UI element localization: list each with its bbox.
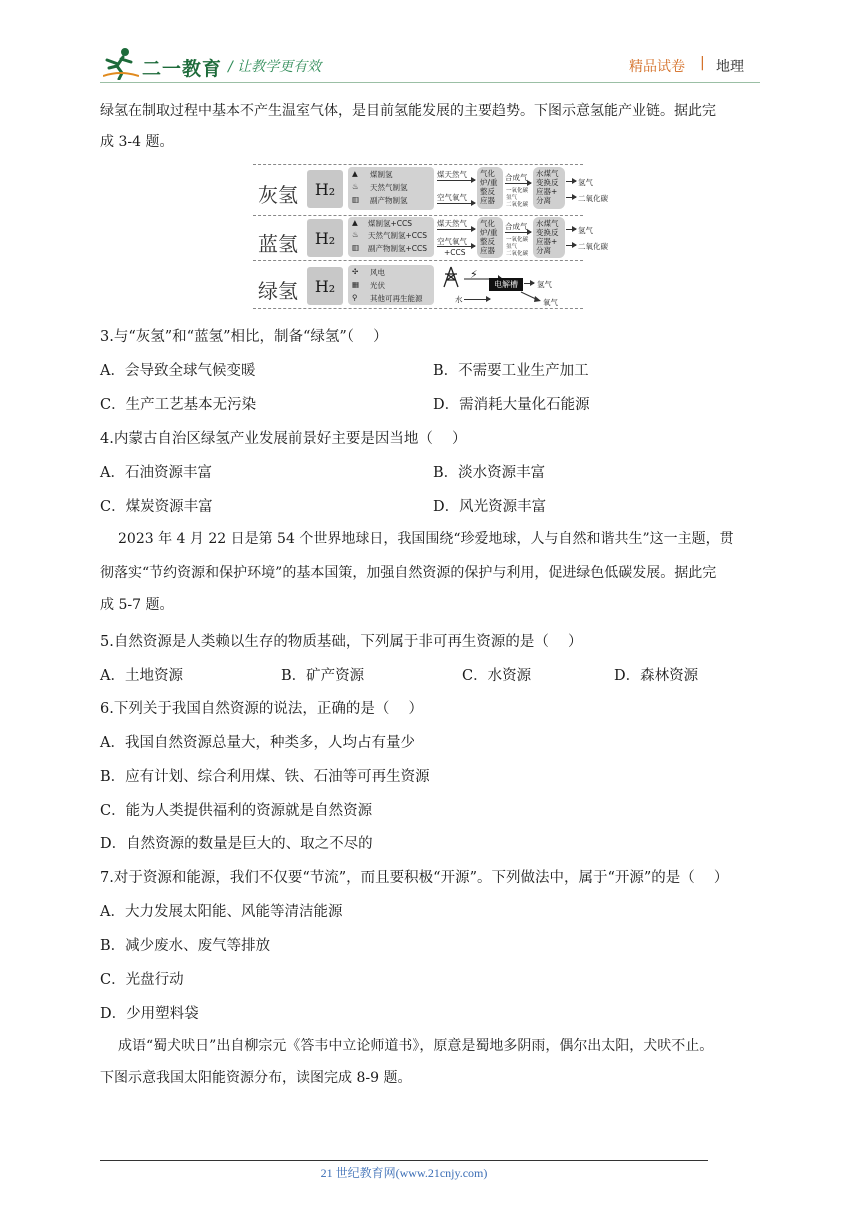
factory-icon: ▲ [352, 169, 358, 178]
arrow-icon [437, 203, 475, 204]
reactor-box: 气化 炉/重 整反 应器 [477, 217, 503, 258]
arrow-icon [464, 299, 490, 300]
option-a: A．土地资源 [100, 668, 183, 684]
source-label: 煤制氢 [370, 170, 393, 179]
h2-box: H₂ [307, 219, 343, 257]
shift-reactor-box: 水煤气 变换反 应器+ 分离 [533, 217, 565, 258]
blue-hydrogen-label: 蓝氢 [258, 232, 298, 256]
intro-paragraph-line: 成 5-7 题。 [100, 597, 174, 613]
h2-box: H₂ [307, 170, 343, 208]
intro-paragraph-line: 成 3-4 题。 [100, 134, 174, 150]
arrow-icon [520, 291, 542, 303]
source-label: 煤制氢+CCS [368, 219, 413, 228]
output-label: 氢气 [537, 280, 552, 289]
input-label: 空气氧气 [437, 237, 467, 246]
source-label: 副产物制氢+CCS [368, 244, 428, 253]
option-b: B．矿产资源 [281, 668, 365, 684]
flame-icon: ♨ [352, 182, 359, 191]
arrow-icon [524, 283, 534, 284]
electrolyzer-box: 电解槽 [489, 278, 523, 291]
mid-label: 合成气 [505, 222, 528, 231]
arrow-icon [437, 246, 475, 247]
question-stem: 3.与“灰氢”和“蓝氢”相比，制备“绿氢”（ ） [100, 329, 388, 345]
option-c: C．水资源 [462, 668, 532, 684]
power-tower-icon [441, 266, 461, 288]
option-d: D．风光资源丰富 [433, 499, 547, 515]
option-c: C．生产工艺基本无污染 [100, 397, 257, 413]
source-label: 天然气制氢 [370, 183, 408, 192]
header-rule [100, 82, 760, 83]
arrow-icon [437, 229, 475, 230]
option-c: C．煤炭资源丰富 [100, 499, 213, 515]
solar-panel-icon: ▦ [352, 280, 360, 289]
option-d: D．自然资源的数量是巨大的、取之不尽的 [100, 836, 373, 852]
lightning-icon: ⚡ [470, 268, 478, 281]
question-stem: 7.对于资源和能源，我们不仅要“节流”，而且要积极“开源”。下列做法中，属于“开源”的是（ ） [100, 870, 729, 886]
source-label: 光伏 [370, 281, 385, 290]
option-c: C．能为人类提供福利的资源就是自然资源 [100, 803, 373, 819]
source-label: 风电 [370, 268, 385, 277]
renewable-icon: ⚲ [352, 293, 358, 302]
intro-paragraph-line: 2023 年 4 月 22 日是第 54 个世界地球日，我国围绕“珍爱地球，人与自然和谐共生”这一主题，贯 [118, 531, 734, 547]
h2-box: H₂ [307, 267, 343, 305]
wind-turbine-icon: ✣ [352, 267, 359, 276]
source-label: 其他可再生能源 [370, 294, 423, 303]
arrow-icon [566, 197, 576, 198]
arrow-icon [566, 229, 576, 230]
header-separator: | [700, 55, 705, 71]
question-stem: 4.内蒙古自治区绿氢产业发展前景好主要是因当地（ ） [100, 431, 467, 447]
source-label: 天然气制氢+CCS [368, 231, 428, 240]
flame-icon: ♨ [352, 230, 359, 239]
gray-hydrogen-label: 灰氢 [258, 183, 298, 207]
arrow-icon [566, 181, 576, 182]
reactor-box: 气化 炉/重 整反 应器 [477, 167, 503, 209]
input-label: +CCS [444, 248, 466, 257]
plant-icon: ▥ [352, 243, 360, 252]
subject-label: 地理 [716, 59, 744, 75]
input-label: 煤天然气 [437, 219, 467, 228]
option-b: B．减少废水、废气等排放 [100, 938, 271, 954]
shift-reactor-box: 水煤气 变换反 应器+ 分离 [533, 167, 565, 209]
output-label: 氢气 [578, 226, 593, 235]
input-label: 煤天然气 [437, 170, 467, 179]
category-label: 精品试卷 [629, 59, 685, 75]
intro-paragraph-line: 彻落实“节约资源和保护环境”的基本国策，加强自然资源的保护与利用，促进绿色低碳发展。据此完 [100, 565, 717, 581]
option-b: B．不需要工业生产加工 [433, 363, 589, 379]
option-b: B．淡水资源丰富 [433, 465, 546, 481]
intro-paragraph-line: 下图示意我国太阳能资源分布，读图完成 8-9 题。 [100, 1070, 412, 1086]
arrow-icon [505, 232, 531, 233]
water-label: 水 [455, 295, 463, 304]
output-label: 二氧化碳 [578, 194, 608, 203]
logo-text: 二一教育 [142, 58, 223, 80]
green-hydrogen-label: 绿氢 [258, 279, 298, 303]
output-label: 氧气 [543, 298, 558, 307]
option-d: D．森林资源 [614, 668, 699, 684]
option-a: A．会导致全球气候变暖 [100, 363, 256, 379]
footer-rule [100, 1160, 708, 1161]
option-a: A．大力发展太阳能、风能等清洁能源 [100, 904, 343, 920]
plant-icon: ▥ [352, 195, 360, 204]
footer-link[interactable]: 21 世纪教育网(www.21cnjy.com) [320, 1166, 488, 1180]
option-a: A．石油资源丰富 [100, 465, 212, 481]
source-label: 副产物制氢 [370, 196, 408, 205]
intro-paragraph-line: 绿氢在制取过程中基本不产生温室气体，是目前氢能发展的主要趋势。下图示意氢能产业链。据此完 [100, 103, 716, 119]
arrow-icon [505, 183, 531, 184]
output-label: 二氧化碳 [578, 242, 608, 251]
option-c: C．光盘行动 [100, 972, 184, 988]
arrow-icon [566, 245, 576, 246]
option-b: B．应有计划、综合利用煤、铁、石油等可再生资源 [100, 769, 430, 785]
option-d: D．少用塑料袋 [100, 1006, 199, 1022]
arrow-icon [437, 180, 475, 181]
output-label: 氢气 [578, 178, 593, 187]
question-stem: 5.自然资源是人类赖以生存的物质基础，下列属于非可再生资源的是（ ） [100, 634, 583, 650]
input-label: 空气氧气 [437, 193, 467, 202]
runner-logo-icon [103, 46, 139, 80]
slogan: / 让教学更有效 [228, 59, 322, 75]
option-d: D．需消耗大量化石能源 [433, 397, 590, 413]
mid-label: 合成气 [505, 173, 528, 182]
question-stem: 6.下列关于我国自然资源的说法，正确的是（ ） [100, 701, 423, 717]
option-a: A．我国自然资源总量大，种类多，人均占有量少 [100, 735, 415, 751]
factory-icon: ▲ [352, 218, 358, 227]
intro-paragraph-line: 成语“蜀犬吠日”出自柳宗元《答韦中立论师道书》，原意是蜀地多阴雨，偶尔出太阳，犬吠不止。 [118, 1038, 714, 1054]
